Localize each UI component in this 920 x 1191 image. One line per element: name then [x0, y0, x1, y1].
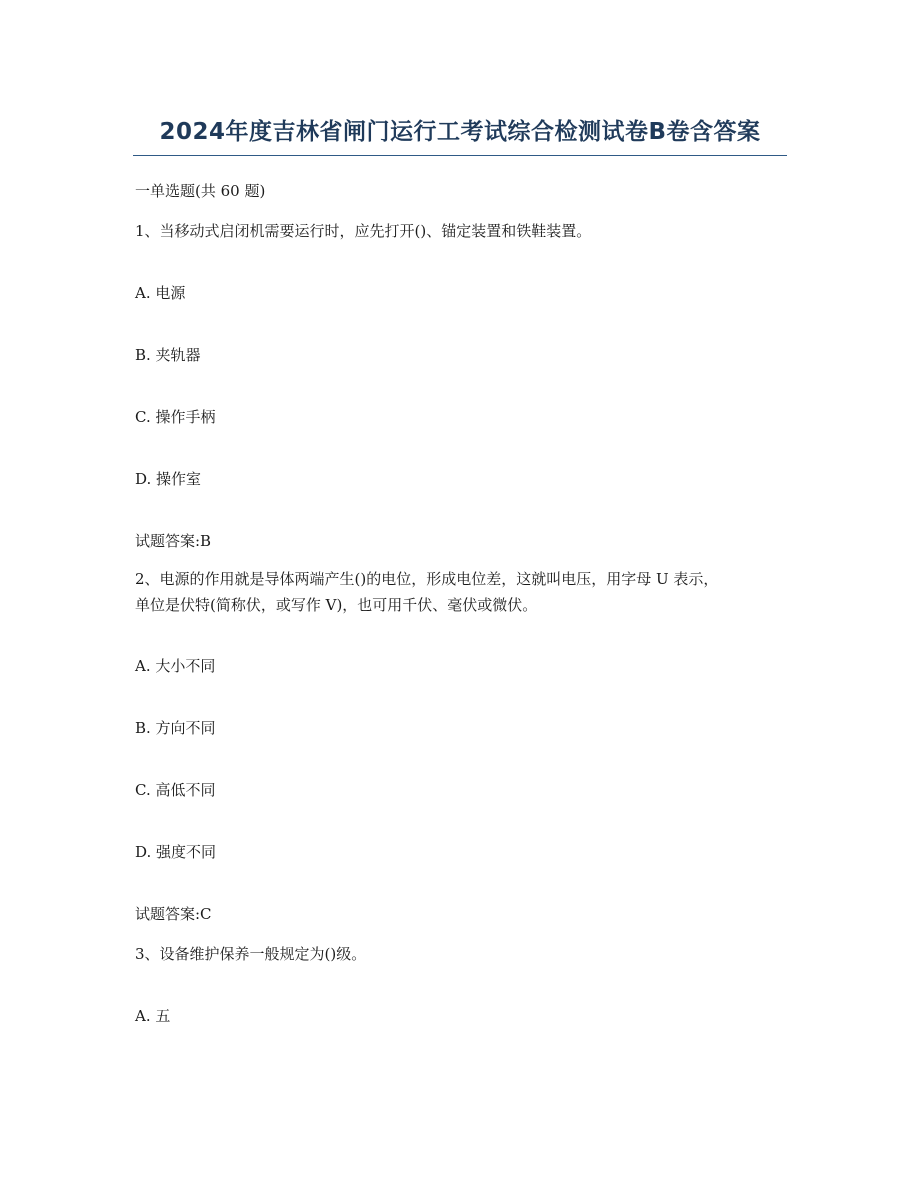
- question-2-stem-line-2: 单位是伏特(简称伏，或写作 V)，也可用千伏、毫伏或微伏。: [135, 596, 538, 614]
- question-2-option-d: D. 强度不同: [135, 843, 217, 861]
- question-1-option-c: C. 操作手柄: [135, 408, 216, 426]
- section-heading: 一单选题(共 60 题): [135, 182, 266, 200]
- question-2-option-b: B. 方向不同: [135, 719, 216, 737]
- question-2-option-a: A. 大小不同: [135, 657, 216, 675]
- question-1-answer: 试题答案:B: [135, 532, 212, 550]
- question-3-stem: 3、设备维护保养一般规定为()级。: [135, 945, 367, 963]
- title-underline: [133, 155, 787, 156]
- document-title: 2024年度吉林省闸门运行工考试综合检测试卷B卷含答案: [159, 119, 761, 145]
- question-2-stem-line-1: 2、电源的作用就是导体两端产生()的电位，形成电位差，这就叫电压，用字母 U 表示，: [135, 570, 719, 588]
- question-3-option-a: A. 五: [135, 1007, 171, 1025]
- question-2-answer: 试题答案:C: [135, 905, 212, 923]
- question-1-stem: 1、当移动式启闭机需要运行时，应先打开()、锚定装置和铁鞋装置。: [135, 222, 592, 240]
- question-2-option-c: C. 高低不同: [135, 781, 216, 799]
- question-1-option-a: A. 电源: [135, 284, 186, 302]
- question-1-option-d: D. 操作室: [135, 470, 202, 488]
- question-1-option-b: B. 夹轨器: [135, 346, 201, 364]
